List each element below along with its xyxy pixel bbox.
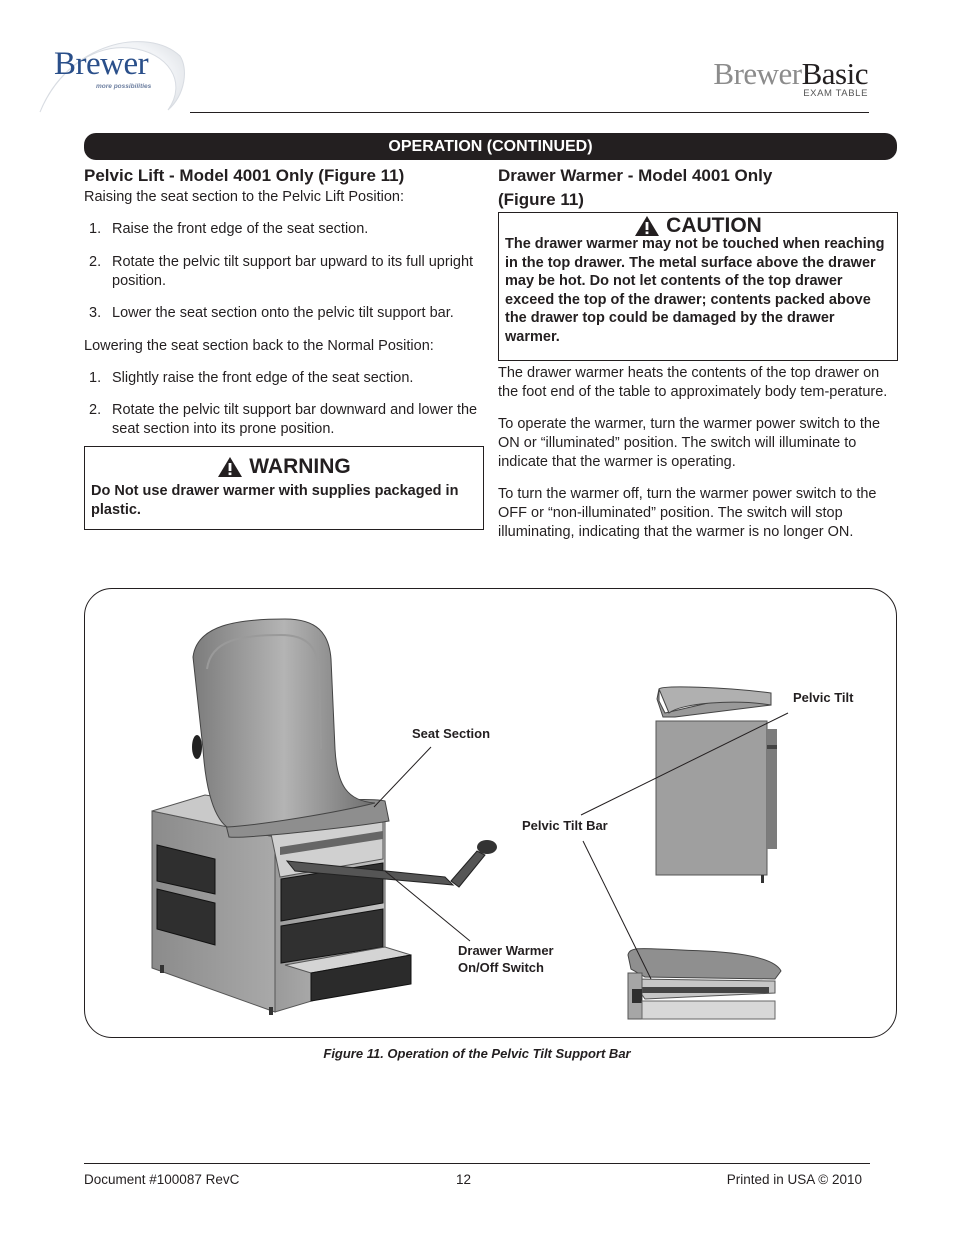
drawer-warmer-heading-line2: (Figure 11) (498, 190, 584, 209)
pelvic-lift-section (84, 164, 484, 439)
warmer-paragraph: To operate the warmer, turn the warmer power switch to the ON or “illuminated” position. The switch will illuminate to indicate that the warmer is operating. (498, 416, 881, 470)
figure-caption: Figure 11. Operation of the Pelvic Tilt Support Bar (323, 1046, 631, 1061)
raise-intro: Raising the seat section to the Pelvic Lift Position: (84, 189, 404, 205)
callout-drawer-warmer-line1: Drawer Warmer (458, 943, 554, 958)
pelvic-lift-heading: Pelvic Lift - Model 4001 Only (Figure 11) (84, 166, 405, 185)
footer-page-number: 12 (456, 1172, 472, 1187)
brewer-basic-logo (713, 56, 868, 99)
logo-brand-light: Brewer (713, 56, 802, 91)
inset-side-view (656, 687, 777, 883)
lower-intro: Lowering the seat section back to the Normal Position: (84, 338, 434, 354)
callout-seat-section: Seat Section (412, 726, 491, 741)
caution-box (498, 212, 898, 361)
brewer-logo (38, 34, 188, 120)
footer-printed: Printed in USA © 2010 (726, 1172, 862, 1187)
callout-drawer-warmer (458, 942, 554, 976)
list-item: 1. Raise the front edge of the seat section. (89, 221, 369, 237)
logo-tagline: more possibilities (96, 83, 152, 90)
inset-drawer-detail (628, 949, 781, 1020)
callout-pelvic-tilt: Pelvic Tilt (793, 690, 854, 705)
logo-brand-dark: Basic (801, 56, 868, 91)
callout-pelvic-tilt-bar: Pelvic Tilt Bar (522, 818, 608, 833)
warmer-paragraph: The drawer warmer heats the contents of the top drawer on the foot end of the table to approximately body tem-perature. (498, 365, 888, 400)
list-item: 2. Rotate the pelvic tilt support bar downward and lower the seat section into its prone position. (89, 402, 478, 437)
list-item: 2. Rotate the pelvic tilt support bar upward to its full upright position. (89, 254, 474, 289)
warmer-paragraph: To turn the warmer off, turn the warmer power switch to the OFF or “non-illuminated” position. The switch will stop illuminating, indicating that the warmer is no longer ON. (498, 486, 877, 540)
footer-document-number: Document #100087 RevC (84, 1172, 240, 1187)
list-item: 1. Slightly raise the front edge of the seat section. (89, 370, 414, 386)
raise-steps-list (84, 220, 484, 323)
header-divider (190, 112, 869, 113)
list-item: 3. Lower the seat section onto the pelvic tilt support bar. (89, 305, 454, 321)
logo-brand-text: Brewer (54, 46, 149, 82)
drawer-warmer-text (498, 364, 898, 542)
caution-body: The drawer warmer may not be touched when reaching in the top drawer. The metal surface above the drawer may be hot. Do not let contents of the top drawer exceed the top of the drawer; contents packed above the drawer top could be damaged by the drawer warmer. (505, 236, 885, 345)
warning-triangle-icon (217, 456, 243, 478)
logo-subtitle: EXAM TABLE (803, 88, 868, 99)
caution-title: CAUTION (666, 214, 762, 237)
lower-steps-list (84, 369, 484, 439)
footer-divider (84, 1163, 870, 1164)
exam-table-main (152, 619, 497, 1015)
caution-triangle-icon (634, 215, 660, 237)
section-title-bar: OPERATION (CONTINUED) (84, 133, 897, 160)
callout-drawer-warmer-line2: On/Off Switch (458, 960, 544, 975)
warning-title: WARNING (249, 455, 351, 478)
warning-body: Do Not use drawer warmer with supplies packaged in plastic. (91, 483, 459, 518)
warning-box (84, 446, 484, 530)
drawer-warmer-heading-line1: Drawer Warmer - Model 4001 Only (498, 166, 773, 185)
drawer-warmer-section (498, 164, 898, 212)
